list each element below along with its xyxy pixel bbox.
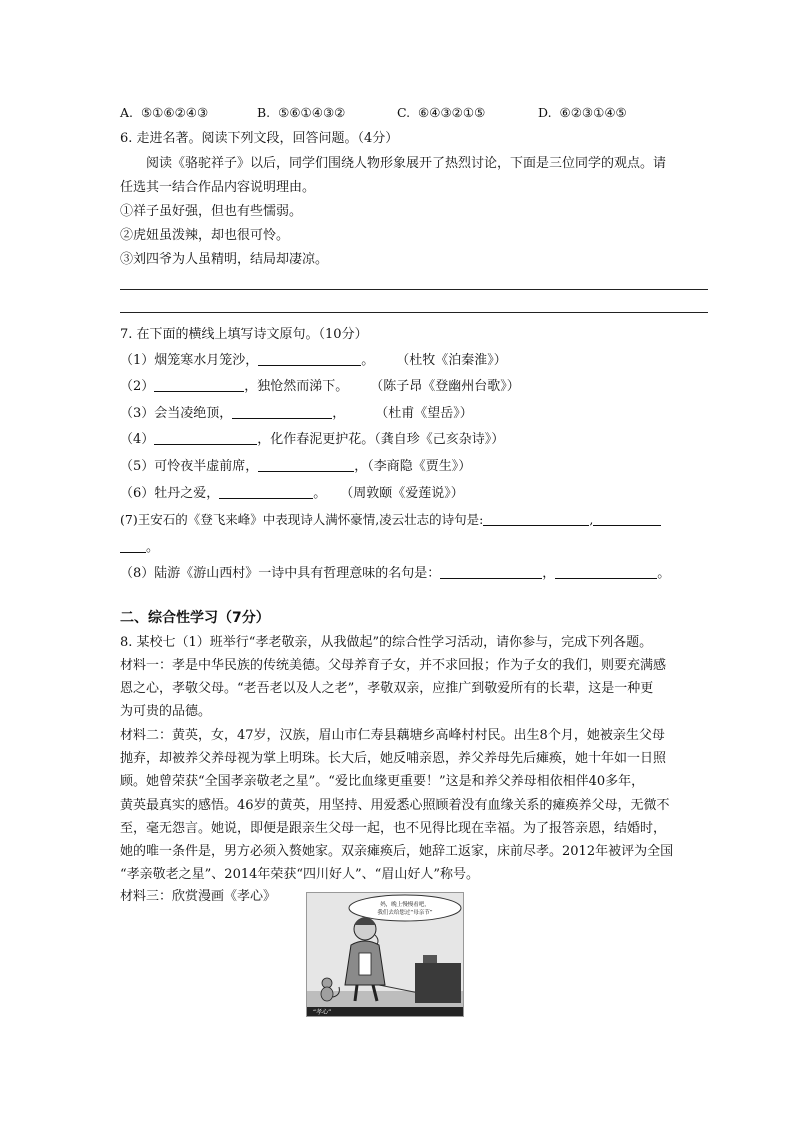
q7-blank-1[interactable]	[258, 351, 361, 366]
q7-blank-4[interactable]	[154, 430, 257, 445]
q7-blank-8a[interactable]	[440, 564, 542, 579]
material-1-line-2: 恩之心，孝敬父母。“老吾老以及人之老”，孝敬双亲，应推广到敬爱所有的长辈，这是一种更	[120, 681, 654, 696]
material-2-line-7: “孝亲敬老之星”、2014年荣获“四川好人”、“眉山好人”称号。	[120, 867, 479, 882]
material-2-line-1: 材料二：黄英，女，47岁，汉族，眉山市仁寿县藕塘乡高峰村村民。出生8个月，她被亲生父母	[120, 728, 665, 743]
material-2-line-4: 黄英最真实的感悟。46岁的黄英，用坚持、用爱悉心照顾着没有血缘关系的瘫痪养父母，无微不	[120, 798, 670, 813]
q7-blank-7a[interactable]	[483, 511, 589, 526]
material-2-line-2: 抛弃，却被养父养母视为掌上明珠。长大后，她反哺亲恩，养父养母先后瘫痪，她十年如一日照	[120, 751, 667, 766]
q7-item-7-cont: 。	[120, 538, 159, 557]
q6-answer-line-2[interactable]	[120, 312, 708, 313]
q7-blank-8b[interactable]	[555, 564, 657, 579]
q6-view-3: ③刘四爷为人虽精明，结局却凄凉。	[120, 252, 329, 267]
q7-blank-2[interactable]	[154, 377, 244, 392]
q7-item-4: （4） ，化作春泥更护花。（龚自珍《己亥杂诗》）	[120, 432, 505, 447]
material-2-line-6: 她的唯一条件是，男方必须入赘她家。双亲瘫痪后，她辞工返家，床前尽孝。2012年被评为全国	[120, 844, 674, 859]
material-2-line-5: 至，毫无怨言。她说，即便是跟亲生父母一起，也不见得比现在幸福。为了报答亲恩，结婚时，	[120, 821, 667, 836]
cartoon-bubble-line-1: 妈，晚上慢慢看吧，	[380, 902, 430, 908]
q7-item-8: （8）陆游《游山西村》一诗中具有哲理意味的名句是： ， 。	[120, 566, 671, 581]
q6-title: 6. 走进名著。阅读下列文段，回答问题。（4分）	[120, 131, 399, 146]
material-1-line-3: 为可贵的品德。	[120, 704, 212, 719]
q5-option-d: D. ⑥②③①④⑤	[538, 105, 627, 120]
q7-item-1: （1）烟笼寒水月笼沙， 。 （杜牧《泊秦淮》）	[120, 353, 507, 368]
q7-blank-7b[interactable]	[593, 511, 661, 526]
q7-blank-5[interactable]	[258, 457, 354, 472]
q7-item-7: (7)王安石的《登飞来峰》中表现诗人满怀豪情,凌云壮志的诗句是: ,	[120, 511, 661, 529]
material-3-title: 材料三：欣赏漫画《孝心》	[120, 889, 277, 904]
q7-item-3: （3）会当凌绝顶， ， （杜甫《望岳》）	[120, 406, 473, 421]
cartoon-caption: “孝心”	[313, 1009, 332, 1016]
cartoon-xiaoxin-image	[306, 892, 464, 1017]
q8-title: 8. 某校七（1）班举行“孝老敬亲，从我做起”的综合性学习活动，请你参与，完成下列各题。	[120, 635, 653, 650]
material-2-line-3: 顾。她曾荣获“全国孝亲敬老之星”。“爱比血缘更重要！”这是和养父养母相依相伴40多年，	[120, 774, 645, 789]
material-1-line-1: 材料一：孝是中华民族的传统美德。父母养育子女，并不求回报；作为子女的我们，则要充满感	[120, 658, 667, 673]
q5-option-b: B. ⑤⑥①④③②	[257, 105, 346, 120]
q7-blank-7c[interactable]	[120, 538, 146, 553]
q5-option-c: C. ⑥④③②①⑤	[397, 105, 486, 120]
q5-option-a: A. ⑤①⑥②④③	[120, 105, 209, 120]
section-2-heading: 二、综合性学习（7分）	[120, 610, 270, 626]
q7-item-5: （5）可怜夜半虚前席， ，（李商隐《贾生》）	[120, 459, 472, 474]
q6-intro-line1: 阅读《骆驼祥子》以后，同学们围绕人物形象展开了热烈讨论，下面是三位同学的观点。请	[146, 156, 667, 171]
q7-item-6: （6）牡丹之爱， 。 （周敦颐《爱莲说》）	[120, 486, 464, 501]
q7-blank-3[interactable]	[232, 404, 332, 419]
q7-title: 7. 在下面的横线上填写诗文原句。（10分）	[120, 327, 368, 342]
cartoon-bubble-line-2: 我们去给您过“母亲节”	[377, 910, 433, 916]
q7-item-2: （2） ，独怆然而涕下。 （陈子昂《登幽州台歌》）	[120, 379, 520, 394]
q6-view-1: ①祥子虽好强，但也有些懦弱。	[120, 204, 303, 219]
q7-blank-6[interactable]	[219, 484, 313, 499]
q6-view-2: ②虎妞虽泼辣，却也很可怜。	[120, 228, 290, 243]
cartoon-illustration	[307, 893, 463, 1016]
q6-answer-line-1[interactable]	[120, 289, 708, 290]
q6-intro-line2: 任选其一结合作品内容说明理由。	[120, 180, 316, 195]
